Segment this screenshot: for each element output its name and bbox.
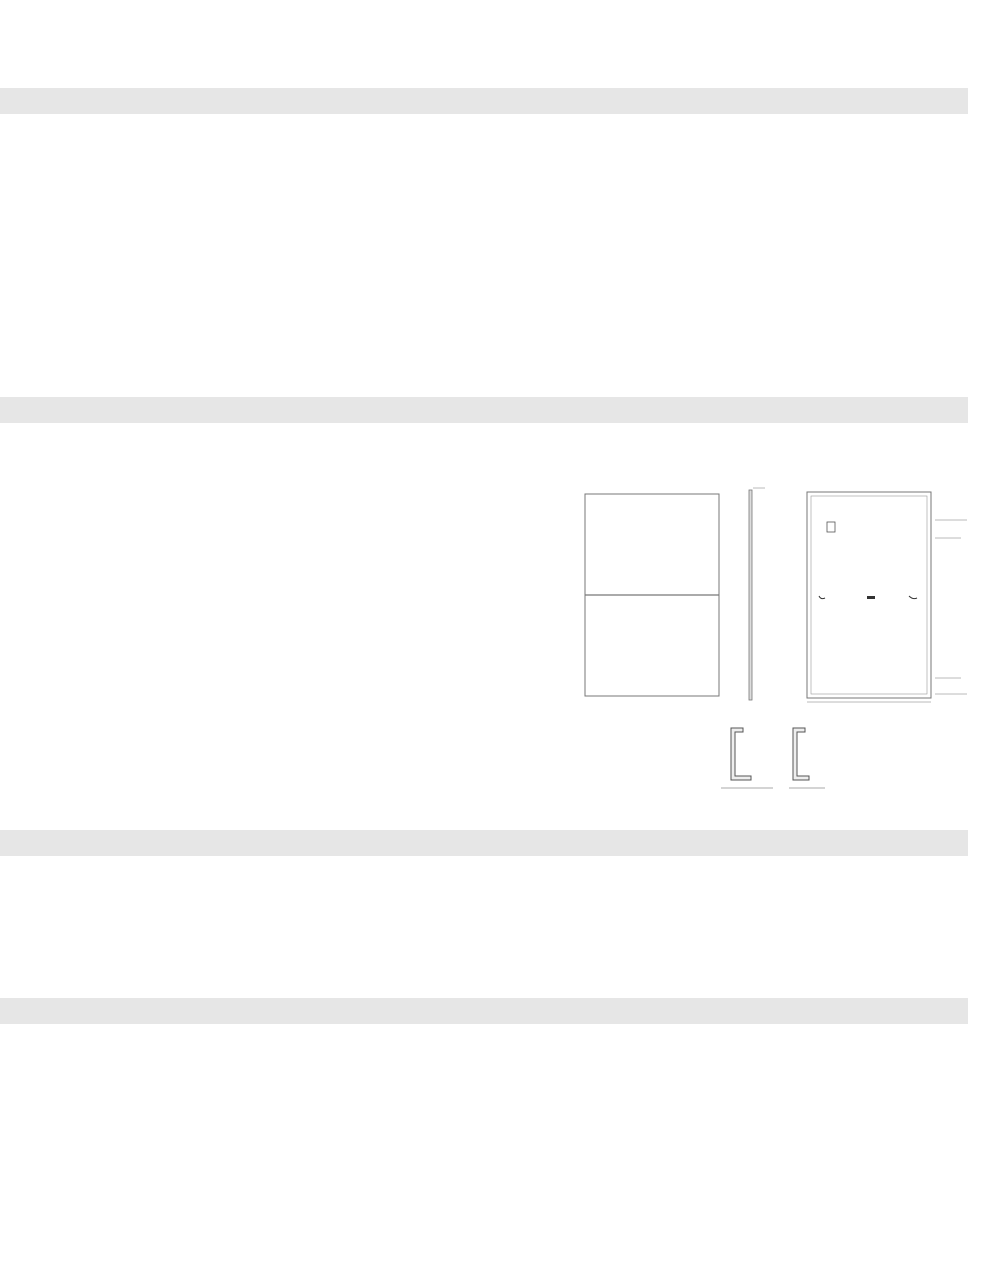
frame-cross-section-a: [721, 728, 773, 788]
frame-cross-section-b: [789, 728, 825, 788]
panel-front-view: [585, 494, 719, 696]
iv-irradiance-chart: [655, 1040, 945, 1232]
pv-irradiance-chart: [340, 1052, 630, 1232]
iv-temperature-chart: [40, 1052, 320, 1232]
mechanical-section-bar: [0, 397, 968, 423]
dimensional-drawing: [575, 478, 975, 798]
electrical-section-bar: [0, 88, 968, 114]
temperature-load-section-bar: [0, 830, 968, 856]
iv-section-bar: [0, 998, 968, 1024]
panel-side-view: [749, 488, 765, 700]
panel-back-view: [807, 492, 967, 702]
